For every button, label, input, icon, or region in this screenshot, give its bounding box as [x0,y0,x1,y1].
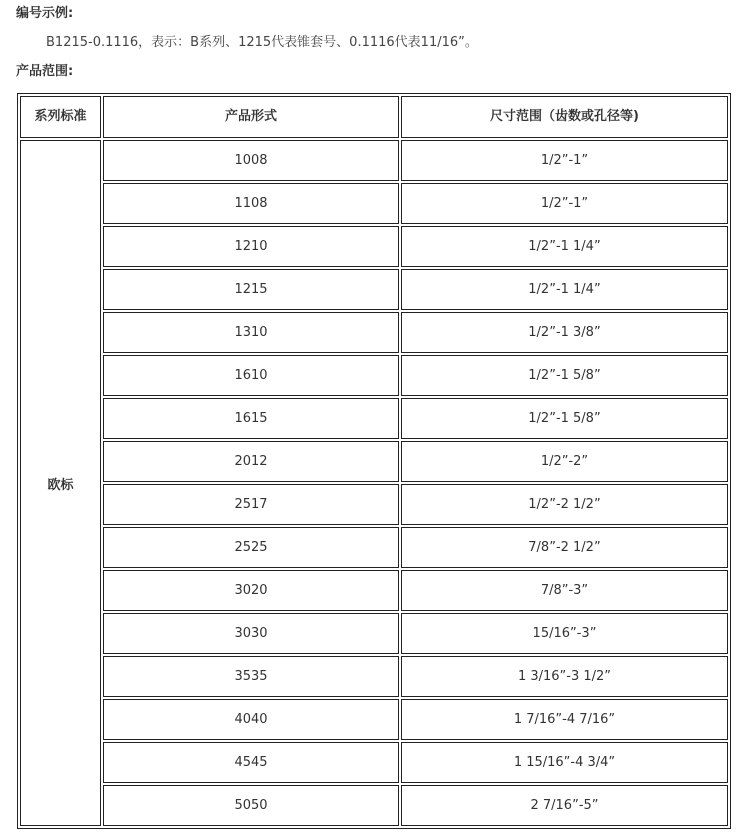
product-form-cell: 4040 [103,699,399,740]
table-header-row [20,96,728,138]
product-form-cell: 4545 [103,742,399,783]
product-form-cell: 5050 [103,785,399,826]
product-form-cell: 1108 [103,183,399,224]
size-range-cell: 1 15/16”-4 3/4” [401,742,728,783]
product-form-cell: 2012 [103,441,399,482]
example-heading: 编号示例: [16,6,74,21]
size-range-cell: 1/2”-1 5/8” [401,398,728,439]
table-row [20,312,728,353]
table-row [20,355,728,396]
table-row [20,742,728,783]
size-range-cell: 1/2”-1 3/8” [401,312,728,353]
product-form-cell: 1210 [103,226,399,267]
range-heading: 产品范围: [16,64,74,79]
table-row [20,785,728,826]
example-text: B1215-0.1116，表示：B系列、1215代表锥套号、0.1116代表11/16”。 [46,35,478,50]
product-range-table [17,93,731,829]
product-form-cell: 1310 [103,312,399,353]
size-range-cell: 1 3/16”-3 1/2” [401,656,728,697]
table-row [20,226,728,267]
table-row [20,484,728,525]
product-form-cell: 3030 [103,613,399,654]
header-series-standard: 系列标准 [20,96,101,138]
table-row [20,441,728,482]
size-range-cell: 7/8”-3” [401,570,728,611]
table-row [20,183,728,224]
size-range-cell: 15/16”-3” [401,613,728,654]
product-form-cell: 3020 [103,570,399,611]
product-form-cell: 3535 [103,656,399,697]
table-row [20,656,728,697]
product-form-cell: 1008 [103,140,399,181]
table-row [20,699,728,740]
table-row [20,398,728,439]
product-form-cell: 2525 [103,527,399,568]
table-row [20,527,728,568]
table-row [20,140,728,181]
product-form-cell: 1615 [103,398,399,439]
table-row [20,269,728,310]
size-range-cell: 1/2”-1 1/4” [401,226,728,267]
table-row [20,613,728,654]
size-range-cell: 1/2”-2 1/2” [401,484,728,525]
size-range-cell: 1/2”-1” [401,140,728,181]
size-range-cell: 1/2”-1” [401,183,728,224]
product-form-cell: 1215 [103,269,399,310]
size-range-cell: 1/2”-2” [401,441,728,482]
product-form-cell: 1610 [103,355,399,396]
size-range-cell: 7/8”-2 1/2” [401,527,728,568]
size-range-cell: 1/2”-1 5/8” [401,355,728,396]
table-row [20,570,728,611]
header-size-range: 尺寸范围（齿数或孔径等) [401,96,728,138]
size-range-cell: 2 7/16”-5” [401,785,728,826]
product-form-cell: 2517 [103,484,399,525]
size-range-cell: 1/2”-1 1/4” [401,269,728,310]
header-product-form: 产品形式 [103,96,399,138]
series-standard-cell: 欧标 [20,140,101,826]
size-range-cell: 1 7/16”-4 7/16” [401,699,728,740]
